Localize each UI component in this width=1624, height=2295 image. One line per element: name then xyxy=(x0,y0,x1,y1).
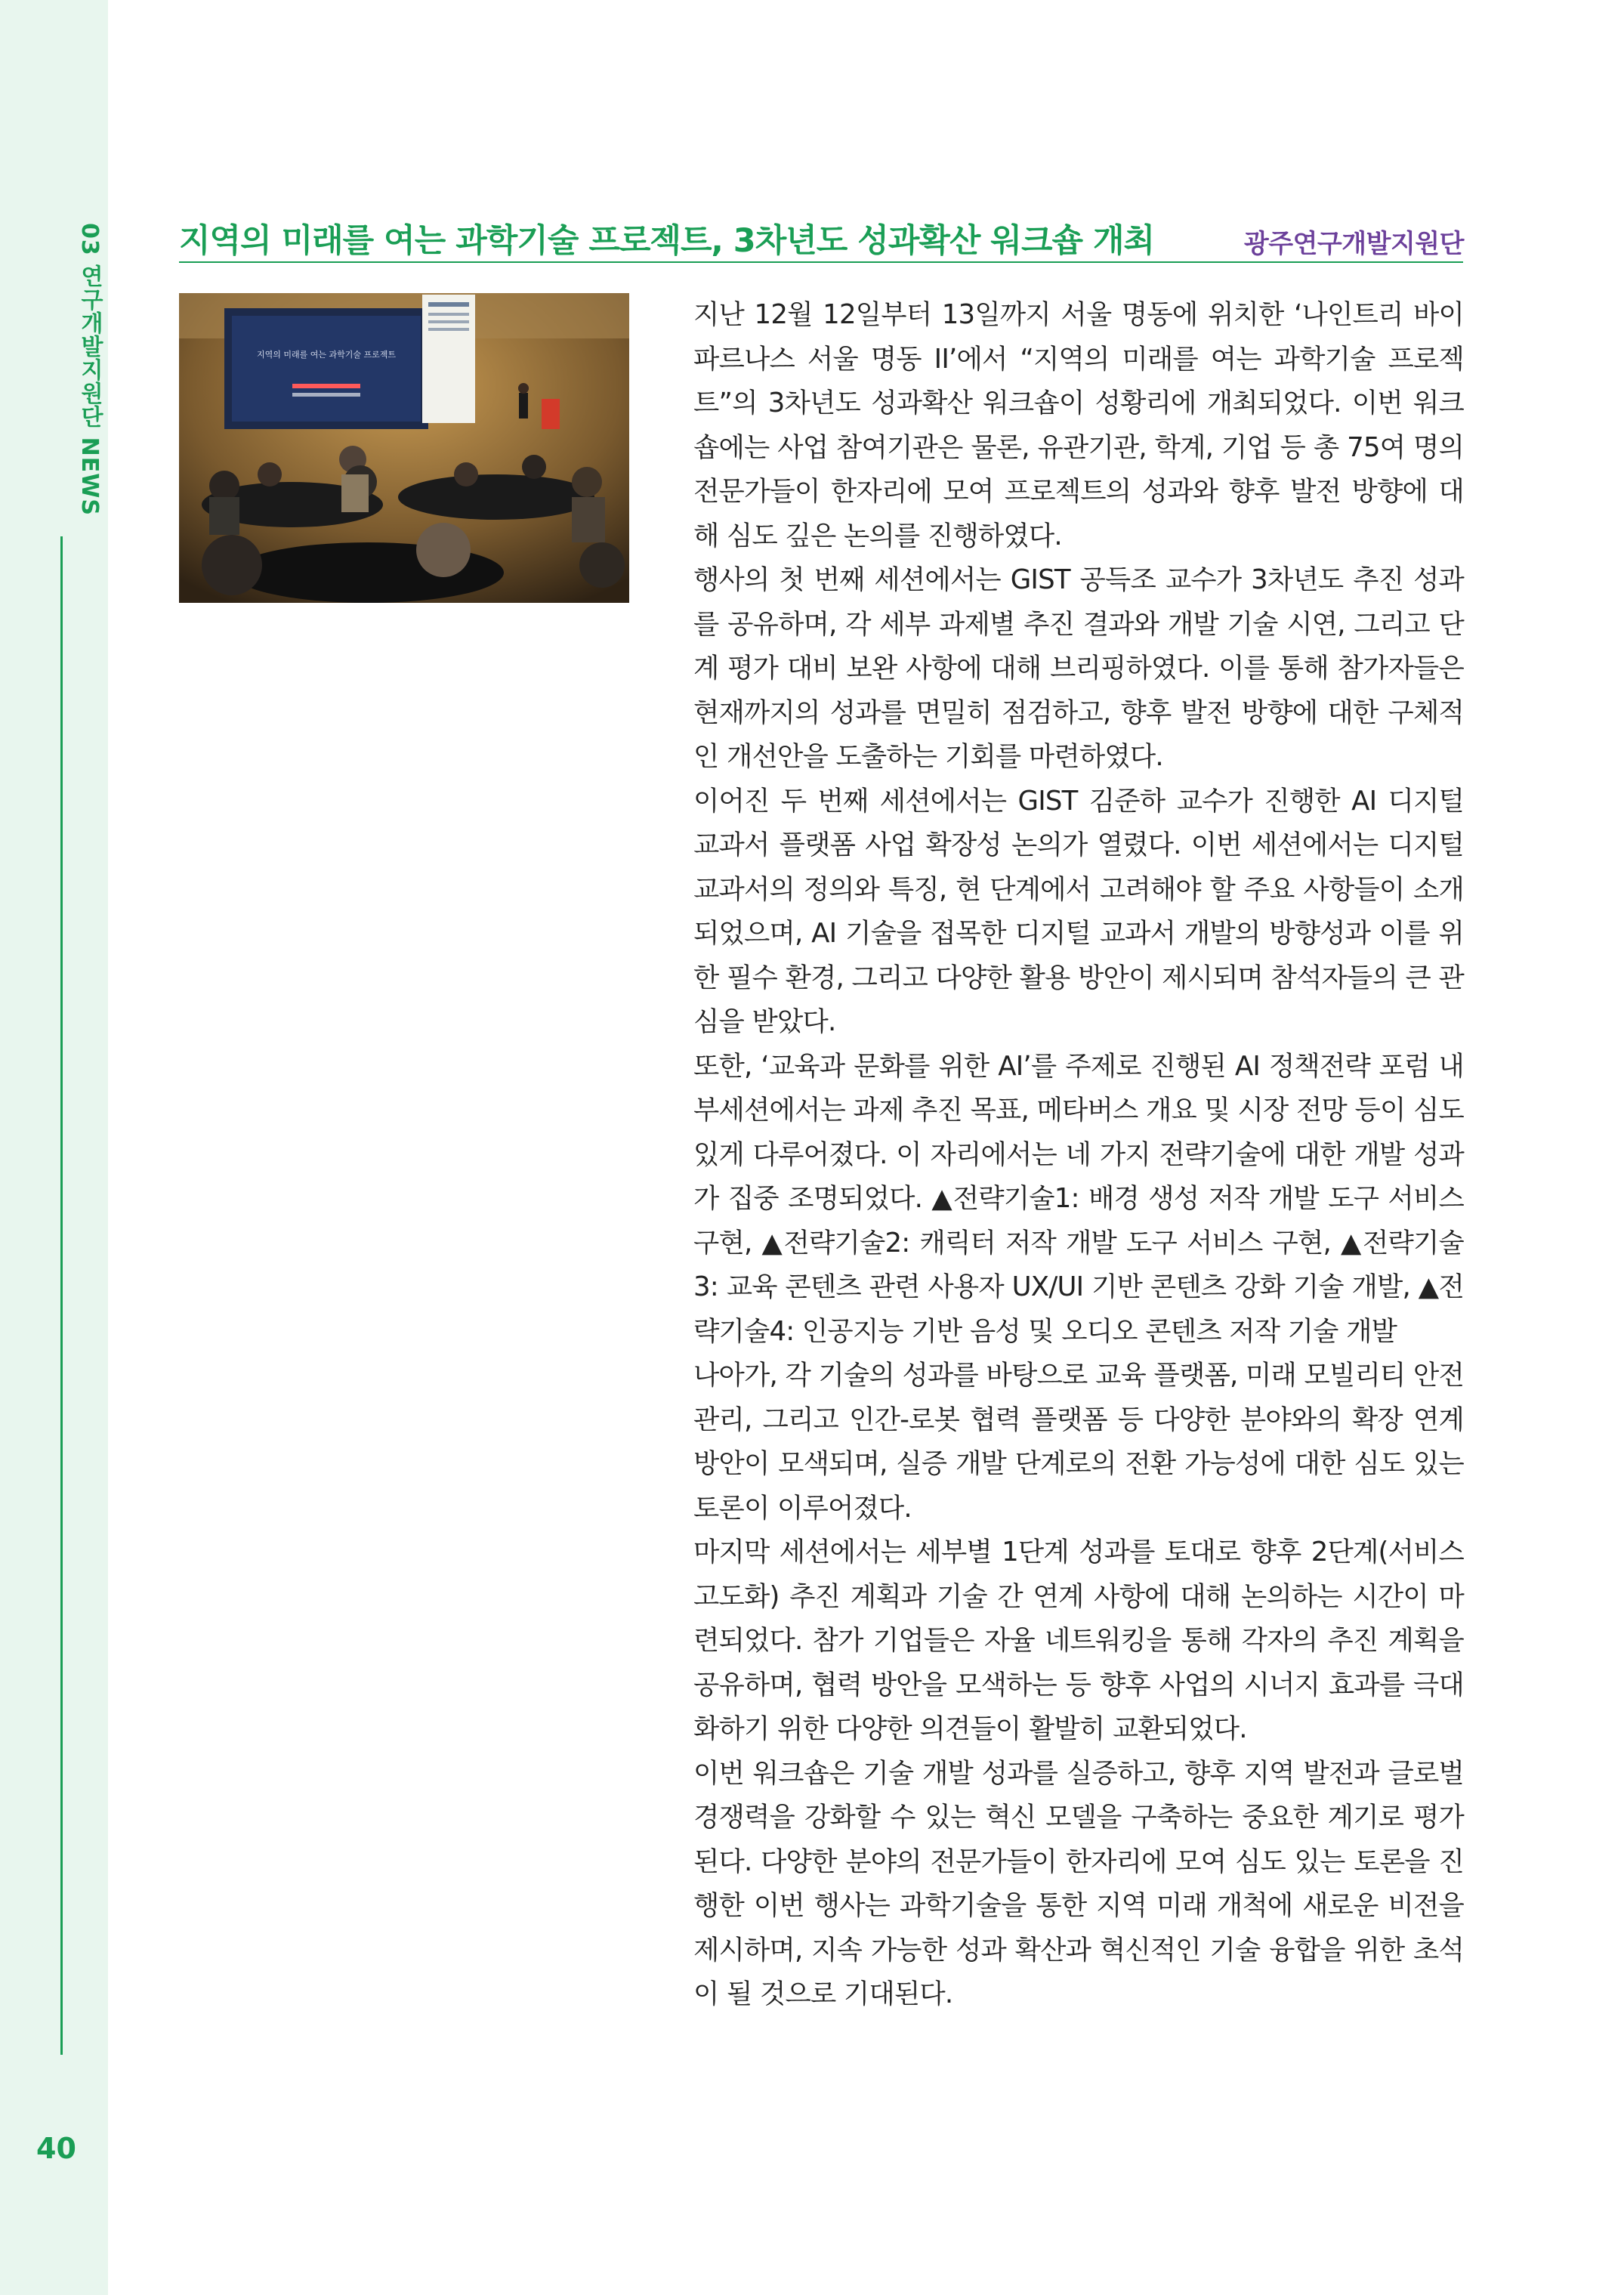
slide-title: 지역의 미래를 여는 과학기술 프로젝트 xyxy=(256,350,397,360)
article-body xyxy=(693,293,1464,2017)
page-number: 40 xyxy=(36,2132,76,2165)
paragraph: 이어진 두 번째 세션에서는 GIST 김준하 교수가 진행한 AI 디지털 교과서 플랫폼 사업 확장성 논의가 열렸다. 이번 세션에서는 디지털 교과서의 정의와 특징, 현 단계에서 고려해야 할 주요 사항들이 소개되었으며, AI 기술을 접목한 디지털 교과서 개발의 방향성과 이를 위한 필수 환경, 그리고 다양한 활용 방안이 제시되며 참석자들의 큰 관심을 받았다. xyxy=(693,785,1464,1037)
sidebar-divider xyxy=(60,536,63,2055)
paragraph: 행사의 첫 번째 세션에서는 GIST 공득조 교수가 3차년도 추진 성과를 공유하며, 각 세부 과제별 추진 결과와 개발 기술 시연, 그리고 단계 평가 대비 보완 사항에 대해 브리핑하였다. 이를 통해 참가자들은 현재까지의 성과를 면밀히 점검하고, 향후 발전 방향에 대한 구체적인 개선안을 도출하는 기회를 마련하였다. xyxy=(693,564,1464,772)
organization-name: 광주연구개발지원단 xyxy=(1243,229,1464,259)
paragraph: 마지막 세션에서는 세부별 1단계 성과를 토대로 향후 2단계(서비스 고도화) 추진 계획과 기술 간 연계 사항에 대해 논의하는 시간이 마련되었다. 참가 기업들은 자율 네트워킹을 통해 각자의 추진 계획을 공유하며, 협력 방안을 모색하는 등 향후 사업의 시너지 효과를 극대화하기 위한 다양한 의견들이 활발히 교환되었다. xyxy=(693,1537,1464,1744)
paragraph: 지난 12월 12일부터 13일까지 서울 명동에 위치한 ‘나인트리 바이 파르나스 서울 명동 II’에서 “지역의 미래를 여는 과학기술 프로젝트”의 3차년도 성과확산 워크숍이 성황리에 개최되었다. 이번 워크숍에는 사업 참여기관은 물론, 유관기관, 학계, 기업 등 총 75여 명의 전문가들이 한자리에 모여 프로젝트의 성과와 향후 발전 방향에 대해 심도 깊은 논의를 진행하였다. xyxy=(693,299,1464,551)
title-divider xyxy=(179,261,1463,263)
workshop-photo xyxy=(179,293,629,603)
paragraph: 나아가, 각 기술의 성과를 바탕으로 교육 플랫폼, 미래 모빌리티 안전 관리, 그리고 인간-로봇 협력 플랫폼 등 다양한 분야와의 확장 연계 방안이 모색되며, 실증 개발 단계로의 전환 가능성에 대한 심도 있는 토론이 이루어졌다. xyxy=(693,1360,1464,1524)
article-title: 지역의 미래를 여는 과학기술 프로젝트, 3차년도 성과확산 워크숍 개최 xyxy=(179,222,1155,260)
paragraph: 이번 워크숍은 기술 개발 성과를 실증하고, 향후 지역 발전과 글로벌 경쟁력을 강화할 수 있는 혁신 모델을 구축하는 중요한 계기로 평가된다. 다양한 분야의 전문가들이 한자리에 모여 심도 있는 토론을 진행한 이번 행사는 과학기술을 통한 지역 미래 개척에 새로운 비전을 제시하며, 지속 가능한 성과 확산과 혁신적인 기술 융합을 위한 초석이 될 것으로 기대된다. xyxy=(693,1757,1464,2009)
section-label: 03 연구개발지원단 NEWS xyxy=(76,223,103,516)
paragraph: 또한, ‘교육과 문화를 위한 AI’를 주제로 진행된 AI 정책전략 포럼 내부세션에서는 과제 추진 목표, 메타버스 개요 및 시장 전망 등이 심도 있게 다루어졌다. 이 자리에서는 네 가지 전략기술에 대한 개발 성과가 집중 조명되었다. ▲전략기술1: 배경 생성 저작 개발 도구 서비스 구현, ▲전략기술2: 캐릭터 저작 개발 도구 서비스 구현, ▲전략기술3: 교육 콘텐츠 관련 사용자 UX/UI 기반 콘텐츠 강화 기술 개발, ▲전략기술4: 인공지능 기반 음성 및 오디오 콘텐츠 저작 기술 개발 xyxy=(693,1050,1464,1347)
